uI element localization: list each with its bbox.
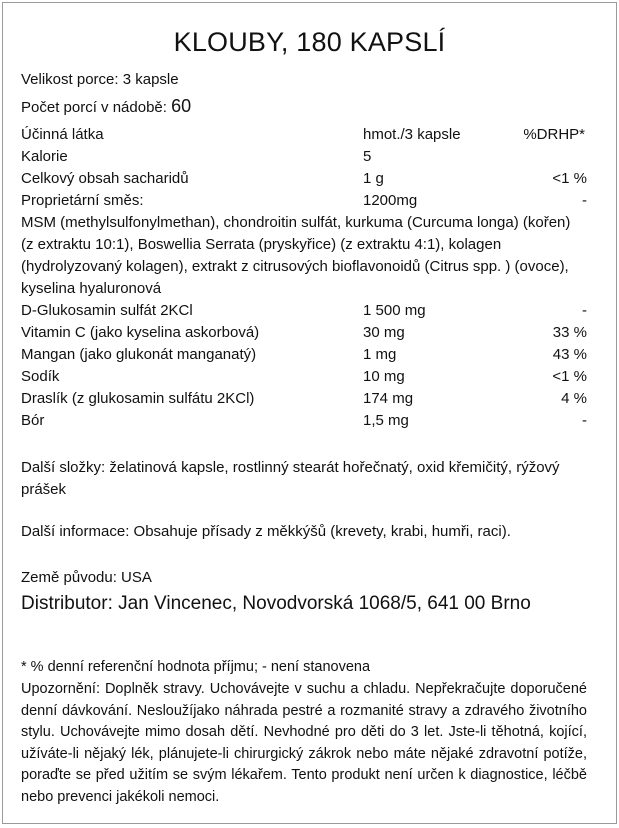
country-of-origin: Země původu: USA <box>21 569 152 586</box>
ingredient-name: Vitamin C (jako kyselina askorbová) <box>21 324 260 341</box>
servings-count-value: 60 <box>171 96 192 116</box>
ingredient-drhp: - <box>582 412 587 429</box>
distributor: Distributor: Jan Vincenec, Novodvorská 1068/5, 641 00 Brno <box>21 593 531 614</box>
other-ingredients: Další složky: želatinová kapsle, rostlinný stearát hořečnatý, oxid křemičitý, rýžový prášek <box>21 459 560 498</box>
header-amount: hmot./3 kapsle <box>363 126 461 143</box>
ingredient-drhp: 4 % <box>561 390 587 407</box>
nutrition-table <box>21 124 587 432</box>
more-info: Další informace: Obsahuje přísady z měkkýšů (krevety, krabi, humři, raci). <box>21 523 511 540</box>
ingredient-amount: 30 mg <box>363 324 405 341</box>
ingredient-drhp: <1 % <box>552 368 587 385</box>
ingredient-drhp: - <box>582 192 587 209</box>
footnote: * % denní referenční hodnota příjmu; - není stanovena <box>21 659 371 675</box>
ingredient-name: Celkový obsah sacharidů <box>21 170 189 187</box>
table-row <box>21 410 587 432</box>
table-row <box>21 190 587 212</box>
ingredient-drhp: <1 % <box>552 170 587 187</box>
ingredient-name: Kalorie <box>21 148 68 165</box>
warning-text: Upozornění: Doplněk stravy. Uchovávejte v suchu a chladu. Nepřekračujte doporučené denní dávkování. Nesloužíjako náhrada pestré a rozmanité stravy a zdravého životního stylu. Uchovávejte mimo dosah dětí. Nevhodné pro děti do 3 let. Jste-li těhotná, kojící, užíváte-li nějaký lék, plánujete-li chirurgický zákrok nebo máte nějaké zdravotní potíže, poraďte se před užitím se svým lékařem. Tento produkt není určen k diagnostice, léčbě nebo prevenci jakékoli nemoci. <box>21 681 587 805</box>
table-row <box>21 322 587 344</box>
ingredient-drhp: 43 % <box>552 346 587 363</box>
table-row <box>21 168 587 190</box>
ingredient-name: Bór <box>21 412 45 429</box>
header-drhp: %DRHP* <box>523 126 585 143</box>
blend-ingredients: MSM (methylsulfonylmethan), chondroitin sulfát, kurkuma (Curcuma longa) (kořen) (z extraktu 10:1), Boswellia Serrata (pryskyřice) (z extraktu 4:1), kolagen (hydrolyzovaný kolagen), extrakt z citrusových bioflavonoidů (Citrus spp. ) (ovoce), kyselina hyaluronová <box>21 214 571 297</box>
ingredient-drhp: - <box>582 302 587 319</box>
serving-size: Velikost porce: 3 kapsle <box>21 71 179 88</box>
ingredient-name: Mangan (jako glukonát manganatý) <box>21 346 257 363</box>
ingredient-amount: 5 <box>363 148 372 165</box>
ingredient-amount: 1,5 mg <box>363 412 409 429</box>
servings-per-container <box>21 93 191 121</box>
header-ingredient: Účinná látka <box>21 126 104 143</box>
table-row <box>21 300 587 322</box>
servings-count-label: Počet porcí v nádobě: <box>21 99 167 116</box>
table-row <box>21 344 587 366</box>
ingredient-amount: 1 500 mg <box>363 302 426 319</box>
table-header <box>21 124 587 146</box>
ingredient-amount: 1200mg <box>363 192 418 209</box>
table-row <box>21 388 587 410</box>
ingredient-name: Draslík (z glukosamin sulfátu 2KCl) <box>21 390 255 407</box>
supplement-label <box>2 2 617 824</box>
ingredient-drhp: 33 % <box>552 324 587 341</box>
serving-info <box>21 67 191 121</box>
table-row <box>21 146 587 168</box>
ingredient-name: D-Glukosamin sulfát 2KCl <box>21 302 193 319</box>
table-row <box>21 366 587 388</box>
ingredient-name: Sodík <box>21 368 60 385</box>
product-title: KLOUBY, 180 KAPSLÍ <box>173 27 446 57</box>
ingredient-amount: 10 mg <box>363 368 405 385</box>
ingredient-amount: 1 g <box>363 170 384 187</box>
ingredient-name: Proprietární směs: <box>21 192 144 209</box>
ingredient-amount: 174 mg <box>363 390 414 407</box>
ingredient-amount: 1 mg <box>363 346 397 363</box>
